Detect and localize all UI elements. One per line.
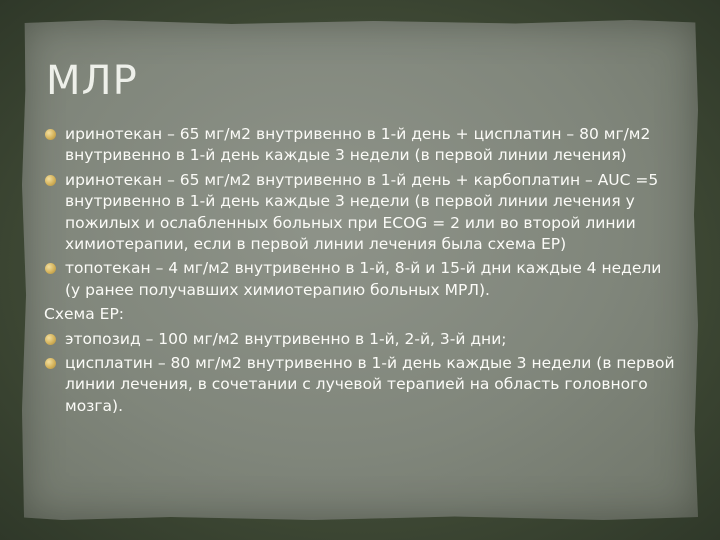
bullet-text: цисплатин – 80 мг/м2 внутривенно в 1-й день каждые 3 недели (в первой линии лечения, в сочетании с лучевой терапией на область головного мозга).: [65, 354, 675, 415]
section-label: Схема ЕР:: [44, 305, 125, 324]
bullet-dot-icon: [45, 263, 56, 274]
bullet-text: иринотекан – 65 мг/м2 внутривенно в 1-й день + цисплатин – 80 мг/м2 внутривенно в 1-й день каждые 3 недели (в первой линии лечения): [65, 125, 651, 165]
bullet-text: иринотекан – 65 мг/м2 внутривенно в 1-й день + карбоплатин – AUC =5 внутривенно в 1-й день каждые 3 недели (в первой линии лечения у пожилых и ослабленных больных при ECOG = 2 или во второй линии химиотерапии, если в первой линии лечения была схема ЕР): [65, 170, 659, 254]
bullet-item: [44, 124, 680, 167]
slide-title: МЛР: [46, 58, 138, 104]
bullet-item: [44, 353, 680, 417]
bullet-item: [44, 258, 680, 301]
bullet-dot-icon: [45, 129, 56, 140]
bullet-dot-icon: [45, 334, 56, 345]
bullet-text: топотекан – 4 мг/м2 внутривенно в 1-й, 8-й и 15-й дни каждые 4 недели (у ранее получавших химиотерапию больных МРЛ).: [65, 259, 662, 299]
bullet-text: этопозид – 100 мг/м2 внутривенно в 1-й, 2-й, 3-й дни;: [65, 329, 507, 348]
bullet-item: [44, 170, 680, 256]
bullet-dot-icon: [45, 358, 56, 369]
bullet-dot-icon: [45, 175, 56, 186]
slide-body: [44, 124, 680, 420]
bullet-item: [44, 329, 680, 350]
